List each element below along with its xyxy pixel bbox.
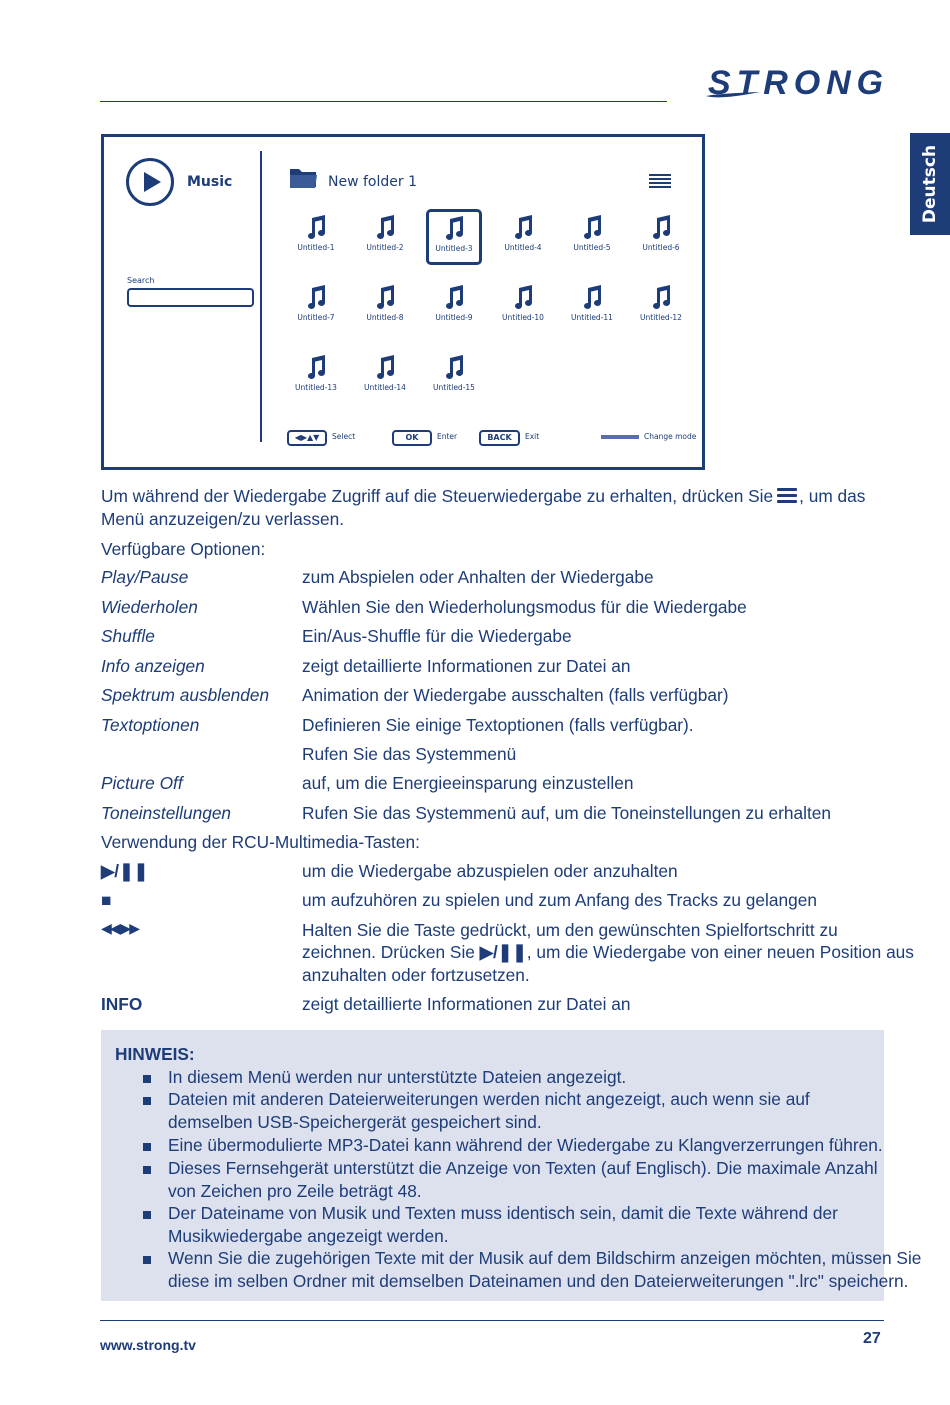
option-desc: Wählen Sie den Wiederholungsmodus für die Wiedergabe: [302, 597, 747, 617]
file-tile[interactable]: [426, 279, 482, 335]
option-term: Toneinstellungen: [101, 803, 232, 823]
music-note-icon: [305, 354, 327, 380]
file-name: Untitled-14: [364, 383, 406, 392]
option-term: Wiederholen: [101, 597, 198, 617]
file-name: Untitled-12: [640, 313, 682, 322]
back-key: BACK: [479, 430, 520, 446]
seek-desc-2: [302, 942, 914, 963]
file-tile[interactable]: [426, 209, 482, 265]
change-mode-hint: Change mode: [644, 432, 697, 441]
language-tab: [910, 133, 950, 235]
enter-hint: Enter: [437, 432, 458, 441]
option-term: Play/Pause: [101, 567, 189, 587]
music-section-label: Music: [187, 174, 233, 190]
file-name: Untitled-9: [435, 313, 473, 322]
bullet-icon: [143, 1097, 151, 1105]
note-item-line: Eine übermodulierte MP3-Datei kann während der Wiedergabe zu Klangverzerrungen führen.: [168, 1135, 883, 1155]
option-term: Textoptionen: [101, 715, 200, 735]
note-item-line: Dateien mit anderen Dateierweiterungen werden nicht angezeigt, auch wenn sie auf: [168, 1089, 810, 1109]
file-name: Untitled-2: [366, 243, 404, 252]
select-hint: Select: [332, 432, 356, 441]
music-browser-screenshot: [101, 134, 705, 470]
file-tile[interactable]: [495, 209, 551, 265]
file-name: Untitled-10: [502, 313, 544, 322]
bullet-icon: [143, 1166, 151, 1174]
file-name: Untitled-1: [297, 243, 335, 252]
note-item-line: diese im selben Ordner mit demselben Dateinamen und den Dateierweiterungen ".lrc" speichern.: [168, 1270, 909, 1291]
play-pause-inline-symbol: ▶/❚❚: [479, 942, 527, 962]
stop-symbol: ■: [101, 890, 112, 910]
ok-key: OK: [392, 430, 432, 446]
svg-text:STRONG: STRONG: [708, 64, 883, 102]
file-name: Untitled-6: [642, 243, 680, 252]
intro-line-1a: Um während der Wiedergabe Zugriff auf die Steuerwiedergabe zu erhalten, drücken Sie: [101, 486, 774, 506]
intro-line-2: Menü anzuzeigen/zu verlassen.: [101, 509, 345, 529]
file-tile[interactable]: [357, 349, 413, 405]
seek-symbol: ◀◀ ▶▶: [101, 920, 138, 936]
music-note-icon: [650, 214, 672, 240]
note-item-line: In diesem Menü werden nur unterstützte Dateien angezeigt.: [168, 1067, 627, 1087]
music-note-icon: [305, 214, 327, 240]
menu-icon: [777, 488, 797, 504]
seek-desc-2b: , um die Wiedergabe von einer neuen Position aus: [526, 942, 914, 962]
file-name: Untitled-15: [433, 383, 475, 392]
file-name: Untitled-13: [295, 383, 337, 392]
music-note-icon: [374, 354, 396, 380]
file-name: Untitled-11: [571, 313, 613, 322]
file-tile[interactable]: [357, 209, 413, 265]
seek-desc-3: anzuhalten oder fortzusetzen.: [302, 965, 530, 985]
file-tile[interactable]: [633, 209, 689, 265]
stop-desc: um aufzuhören zu spielen und zum Anfang des Tracks zu gelangen: [302, 890, 817, 910]
panel-divider: [260, 151, 262, 442]
seek-desc-1: Halten Sie die Taste gedrückt, um den gewünschten Spielfortschritt zu: [302, 920, 838, 940]
folder-name: New folder 1: [328, 174, 417, 190]
music-note-icon: [374, 214, 396, 240]
play-pause-symbol: ▶/❚❚: [101, 861, 149, 881]
exit-hint: Exit: [525, 432, 540, 441]
strong-logo: [700, 62, 885, 102]
file-tile[interactable]: [564, 209, 620, 265]
play-pause-desc: um die Wiedergabe abzuspielen oder anzuhalten: [302, 861, 678, 881]
search-input[interactable]: [127, 288, 254, 307]
option-term: Spektrum ausblenden: [101, 685, 270, 705]
option-desc: zum Abspielen oder Anhalten der Wiedergabe: [302, 567, 654, 587]
note-item-line: Musikwiedergabe angezeigt werden.: [168, 1225, 449, 1246]
option-desc: Rufen Sie das Systemmenü: [302, 744, 517, 764]
nav-keys-icon: ◀▶▲▼: [287, 430, 327, 446]
rcu-heading: Verwendung der RCU-Multimedia-Tasten:: [101, 832, 420, 852]
option-desc: Definieren Sie einige Textoptionen (falls verfügbar).: [302, 715, 694, 735]
option-desc: Rufen Sie das Systemmenü auf, um die Toneinstellungen zu erhalten: [302, 803, 832, 823]
footer-rule: [100, 1320, 884, 1321]
option-term: Info anzeigen: [101, 656, 205, 676]
file-tile[interactable]: [357, 279, 413, 335]
folder-icon: [289, 167, 318, 189]
search-label: Search: [127, 276, 155, 285]
file-tile[interactable]: [288, 209, 344, 265]
file-name: Untitled-7: [297, 313, 335, 322]
file-tile[interactable]: [288, 349, 344, 405]
options-heading: Verfügbare Optionen:: [101, 539, 266, 559]
note-item-line: von Zeichen pro Zeile beträgt 48.: [168, 1180, 422, 1201]
bullet-icon: [143, 1256, 151, 1264]
music-note-icon: [374, 284, 396, 310]
music-note-icon: [512, 284, 534, 310]
music-note-icon: [581, 284, 603, 310]
music-note-icon: [443, 284, 465, 310]
bullet-icon: [143, 1211, 151, 1219]
option-desc: zeigt detaillierte Informationen zur Datei an: [302, 656, 631, 676]
music-note-icon: [443, 354, 465, 380]
intro-line-1b: , um das: [799, 486, 866, 506]
note-item-line: Dieses Fernsehgerät unterstützt die Anzeige von Texten (auf Englisch). Die maximale Anzahl: [168, 1158, 878, 1178]
option-term: Shuffle: [101, 626, 155, 646]
info-key-label: INFO: [101, 994, 143, 1014]
file-name: Untitled-8: [366, 313, 404, 322]
file-name: Untitled-4: [504, 243, 542, 252]
bullet-icon: [143, 1075, 151, 1083]
file-tile[interactable]: [288, 279, 344, 335]
note-item-line: demselben USB-Speichergerät gespeichert sind.: [168, 1111, 542, 1132]
page-number: 27: [863, 1330, 881, 1347]
file-name: Untitled-5: [573, 243, 611, 252]
note-title: HINWEIS:: [115, 1044, 195, 1064]
play-circle-icon: [126, 158, 174, 206]
change-mode-bar: [601, 435, 639, 439]
file-tile[interactable]: [564, 279, 620, 335]
option-desc: auf, um die Energieeinsparung einzustellen: [302, 773, 634, 793]
file-tile[interactable]: [633, 279, 689, 335]
bullet-icon: [143, 1143, 151, 1151]
file-tile[interactable]: [495, 279, 551, 335]
seek-desc-2a: zeichnen. Drücken Sie: [302, 942, 475, 962]
note-box: [101, 1030, 922, 1301]
music-note-icon: [650, 284, 672, 310]
music-note-icon: [581, 214, 603, 240]
option-term: Picture Off: [101, 773, 183, 793]
file-tile[interactable]: [426, 349, 482, 405]
menu-icon[interactable]: [649, 174, 671, 188]
footer-url: www.strong.tv: [100, 1337, 196, 1353]
note-item-line: Der Dateiname von Musik und Texten muss identisch sein, damit die Texte während der: [168, 1203, 838, 1223]
info-key-desc: zeigt detaillierte Informationen zur Datei an: [302, 994, 631, 1014]
music-note-icon: [305, 284, 327, 310]
note-item-line: Wenn Sie die zugehörigen Texte mit der Musik auf dem Bildschirm anzeigen möchten, müssen Sie: [168, 1248, 922, 1268]
option-desc: Ein/Aus-Shuffle für die Wiedergabe: [302, 626, 572, 646]
file-name: Untitled-3: [435, 244, 473, 253]
music-note-icon: [443, 215, 465, 241]
header-rule: [100, 101, 667, 102]
option-desc: Animation der Wiedergabe ausschalten (falls verfügbar): [302, 685, 729, 705]
music-note-icon: [512, 214, 534, 240]
intro-line-1: [101, 486, 865, 507]
language-tab-label: Deutsch: [920, 144, 940, 224]
